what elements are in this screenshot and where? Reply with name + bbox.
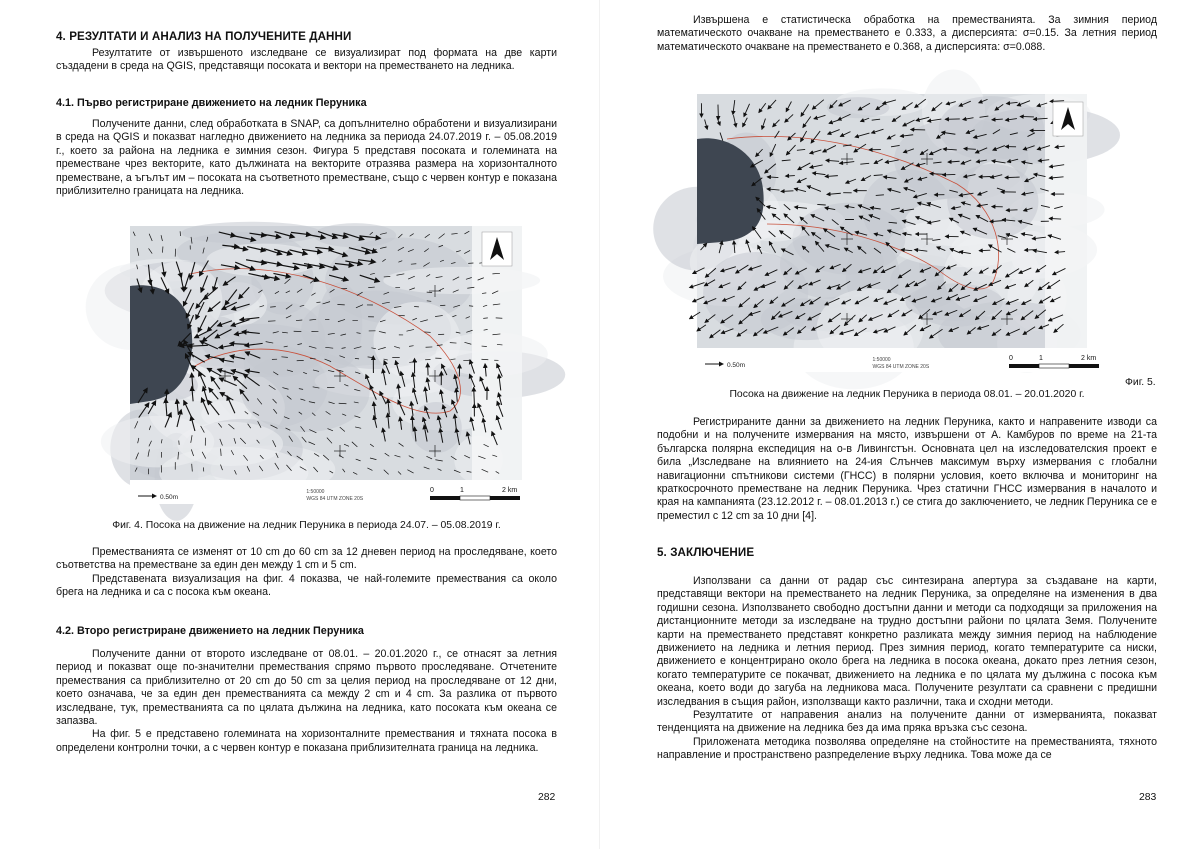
ice-texture-patch (827, 97, 890, 118)
section-4-1-paragraph-2: Преместванията се изменят от 10 cm до 60 cm за 12 дневен период на проследяване, което съответства на преместване за един ден между 1 cm и 5 cm. Представената визуализация на фиг. 4 показва, че най-големите премествания са около брега на ледника и са с посока към океана. (56, 546, 557, 599)
section-5-paragraphs: Използвани са данни от радар със синтезирана апертура за създаване на карти, представящи вектори на преместването на ледник Перуника, за определяне на изменения в два годишни сезона. Използването свободно достъпни данни и методи са подходящи за приложения на дистанционните методи за изследване на трудно достъпни райони по цялата Земя. Получените карти на преместването представят конкретно разликата между зимния период на наблюдение движението на ледника и летния период. През зимния период, когато температурите са ниски, движението е концентрирано около брега на ледника в посока океана, докато през летния сезон, когато температурите се покачват, движението на ледника е по цялата му дължина с посока към океана, което води до загуба на ледникова маса. Получените резултати са сравнени с предишни изследвания в същия район, използващи както различни, така и сходни методи. Резултатите от направения анализ на получените данни от измерванията, показват тенденцията на движение на ледника без да има пряка връзка със сезона. Приложената методика позволява определяне на стойностите на преместванията, тяхното направление и пространствено разпределение върху ледника. Това може да се (657, 575, 1157, 762)
legend-scale-label: 0.50m (160, 494, 179, 501)
scale-bar-segment (490, 496, 520, 500)
section-4-title: 4. РЕЗУЛТАТИ И АНАЛИЗ НА ПОЛУЧЕНИТЕ ДАННИ (56, 30, 352, 43)
displacement-vector (1005, 177, 1020, 178)
scale-bar-label: 0 (1009, 355, 1013, 362)
figure-5-svg (697, 94, 1097, 372)
displacement-vector (817, 204, 825, 205)
figure-4-map (130, 226, 522, 504)
ice-texture-patch (241, 352, 369, 433)
figure-4-caption: Фиг. 4. Посока на движение на ледник Перуника в периода 24.07. – 05.08.2019 г. (112, 520, 501, 531)
scale-bar-segment (460, 496, 490, 500)
ice-texture-patch (410, 402, 461, 453)
kamburov-paragraph: Регистрираните данни за движението на ледник Перуника, както и направените изводи са подобни и на получените измервания на място, извършени от А. Камбуров по време на 21-та българска полярна експедиция на о-в Ливингстън. Основната цел на изследователския проект е била „Изследване на влиянието на 24-ия Слънчев максимум върху измервания с глобални навигационни спътникови системи (ГНСС) в полярни условия, което включва и мониторинг на краткосрочното преместване на ледник Перуника. Чрез статични ГНСС измервания в началото и края на кампанията (23.12.2012 г. – 08.01.2013 г.) се стига до заключението, че ледник Перуника се е преместил с 12 cm за 10 дни [4]. (657, 416, 1157, 522)
scale-bar-segment (1039, 364, 1069, 368)
ice-texture-patch (905, 283, 1002, 320)
section-4-1-title: 4.1. Първо регистриране движението на ледник Перуника (56, 97, 367, 109)
displacement-vector (876, 195, 884, 196)
legend-scale-label: 0.50m (727, 362, 746, 369)
section-4-intro: Резултатите от извършеното изследване се визуализират под формата на две карти създадени в среда на QGIS, представящи посоката и вектори на преместването на ледника. (56, 47, 557, 73)
displacement-vector (781, 191, 793, 192)
ice-texture-patch (703, 252, 808, 334)
scale-bar-label: 2 km (1081, 355, 1097, 362)
scale-bar-label: 0 (430, 487, 434, 494)
map-projection-text: WGS 84 UTM ZONE 20S (306, 496, 364, 502)
figure-5-caption: Посока на движение на ледник Перуника в периода 08.01. – 20.01.2020 г. (729, 389, 1085, 400)
ice-texture-patch (206, 244, 319, 277)
scale-bar-label: 2 km (502, 487, 518, 494)
right-page (600, 0, 1200, 849)
displacement-vector (1049, 218, 1061, 219)
scale-bar-label: 1 (1039, 355, 1043, 362)
section-4-1-paragraph-1: Получените данни, след обработката в SNAP, са допълнително обработени и визуализирани в среда на QGIS и показват нагледно движението на ледника за периода 24.07.2019 г. – 05.08.2019 г., което за района на ледника е зимния сезон. Фигура 5 представя посоката и големината на преместване чрез векторите, като дължината на векторите отразява размера на хоризонталното преместване, а ъгълът им – посоката на съответното преместване, също с червен контур е показана приблизително границата на ледника. (56, 118, 557, 198)
ice-texture-patch (314, 223, 396, 247)
scale-bar-label: 1 (460, 487, 464, 494)
ice-texture-patch (947, 164, 1038, 239)
scale-bar-segment (430, 496, 460, 500)
page-number-right: 283 (1139, 792, 1157, 803)
map-projection-text: WGS 84 UTM ZONE 20S (872, 364, 930, 370)
section-4-2-title: 4.2. Второ регистриране движението на ледник Перуника (56, 625, 364, 637)
displacement-vector (355, 358, 359, 359)
page-number-left: 282 (538, 792, 556, 803)
figure-5-label: Фиг. 5. (1125, 377, 1156, 388)
figure-5-map (697, 94, 1097, 372)
scale-bar-segment (1069, 364, 1099, 368)
section-4-2-paragraphs: Получените данни от второто изследване от 08.01. – 20.01.2020 г., се отнасят за летния период и показват още по-значителни премествания спрямо първото проследяване. Отчетените премествания са приблизително от 20 cm до 50 cm за целия период на проследяване от 12 дни, което означава, че за един ден преместванията са между 2 cm и 4 cm. За разлика от първото изследване, тук, преместванията са по цялата дължина на ледника, като посоката към океана се запазва. На фиг. 5 е представено големината на хоризонталните премествания и тяхната посока в определени контролни точки, а с червен контур е показана приблизителната граница на ледника. (56, 648, 557, 754)
ice-texture-patch (373, 302, 460, 380)
statistics-paragraph: Извършена е статистическа обработка на преместванията. За зимния период математическото очакване на преместването е 0.333, а дисперсията: σ=0.15. За летния период математическото очакване на преместването е 0.368, а дисперсията: σ=0.088. (657, 14, 1157, 53)
map-projection-text: 1:50000 (872, 357, 891, 363)
scale-bar-segment (1009, 364, 1039, 368)
displacement-vector (786, 176, 795, 177)
ice-texture-patch (177, 422, 283, 466)
map-projection-text: 1:50000 (306, 489, 325, 495)
figure-4-svg (130, 226, 522, 504)
section-5-title: 5. ЗАКЛЮЧЕНИЕ (657, 546, 755, 559)
